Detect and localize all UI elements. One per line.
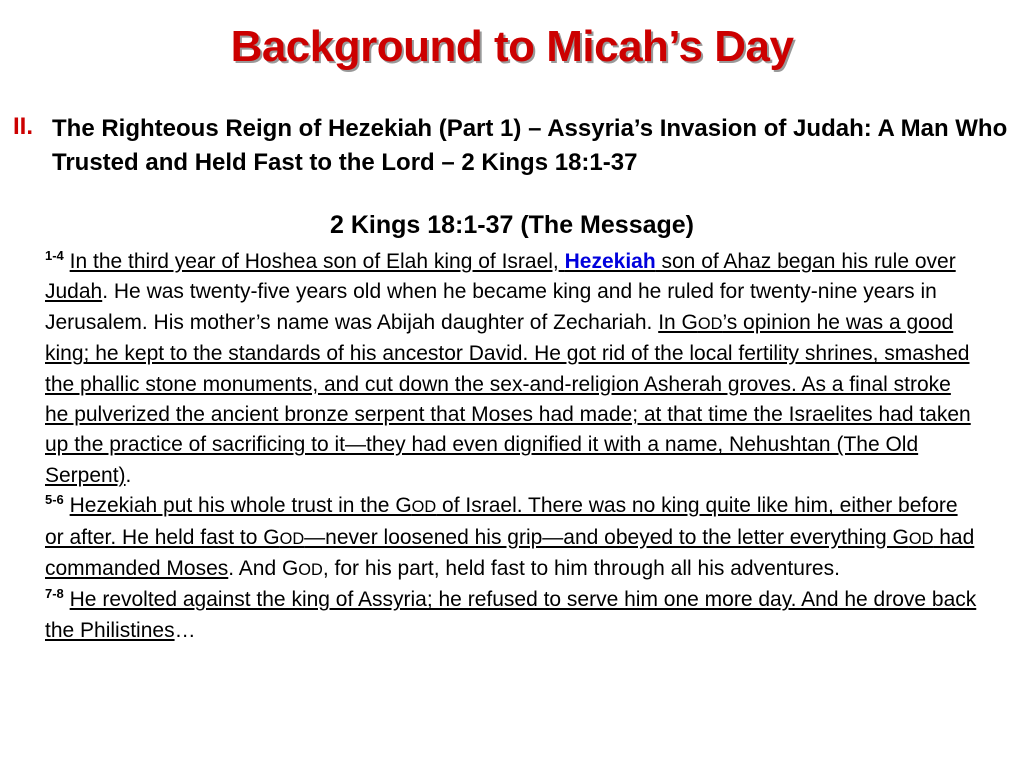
hezekiah-highlight: Hezekiah: [564, 250, 656, 273]
verse-text-underlined: [45, 311, 971, 487]
small-caps-god: OD: [298, 561, 323, 580]
section-heading: The Righteous Reign of Hezekiah (Part 1) – Assyria’s Invasion of Judah: A Man Who Trusted and Held Fast to the Lord – 2 Kings 18:1-37: [52, 115, 1008, 176]
small-caps-god: OD: [411, 498, 437, 517]
verse-text: of Israel. There was no king quite like him, either before or after. He held fast to G: [45, 494, 958, 549]
verse-text: —never loosened his grip—and obeyed to the letter everything G: [304, 525, 909, 549]
slide-title: Background to Micah’s Day: [230, 22, 794, 71]
verse-text: had commanded Moses: [45, 525, 975, 581]
verse-text: son of Ahaz began his rule over Judah: [45, 250, 956, 304]
verse-text: .: [125, 463, 132, 487]
scripture-passage: [45, 247, 980, 646]
verse-text: . He was twenty-five years old when he became king and he ruled for twenty-nine years in Jerusalem. His mother’s name was Abijah daughter of Zechariah.: [45, 280, 937, 334]
small-caps-god: OD: [697, 314, 723, 333]
passage-title: 2 Kings 18:1-37 (The Message): [329, 211, 694, 239]
verse-number: 5-6: [45, 492, 64, 508]
verse-text: Hezekiah put his whole trust in the G: [69, 494, 412, 518]
verse-text: …: [174, 618, 196, 642]
verse-text-underlined: He revolted against the king of Assyria; he refused to serve him one more day. And he drove back the Philistines: [45, 588, 977, 642]
verse-text: ’s opinion he was a good king; he kept to the standards of his ancestor David. He got rid of the local fertility shrines, smashed the phallic stone monuments, and cut down the sex-and-religion Asherah groves. As a final stroke he pulverized the ancient bronze serpent that Moses had made; at that time the Israelites had taken up the practice of sacrificing to it—they had even dignified it with a name, Nehushtan (The Old Serpent): [45, 310, 971, 487]
section-number: II.: [13, 113, 34, 140]
verse-text: In G: [658, 310, 698, 334]
small-caps-god: OD: [908, 529, 934, 548]
verse-text: , for his part, held fast to him through all his adventures.: [322, 557, 840, 581]
small-caps-god: OD: [279, 529, 305, 548]
verse-text: . And G: [228, 557, 299, 581]
verse-number: 7-8: [45, 586, 64, 602]
verse-text: In the third year of Hoshea son of Elah king of Israel,: [69, 250, 559, 273]
verse-number: 1-4: [45, 248, 64, 263]
